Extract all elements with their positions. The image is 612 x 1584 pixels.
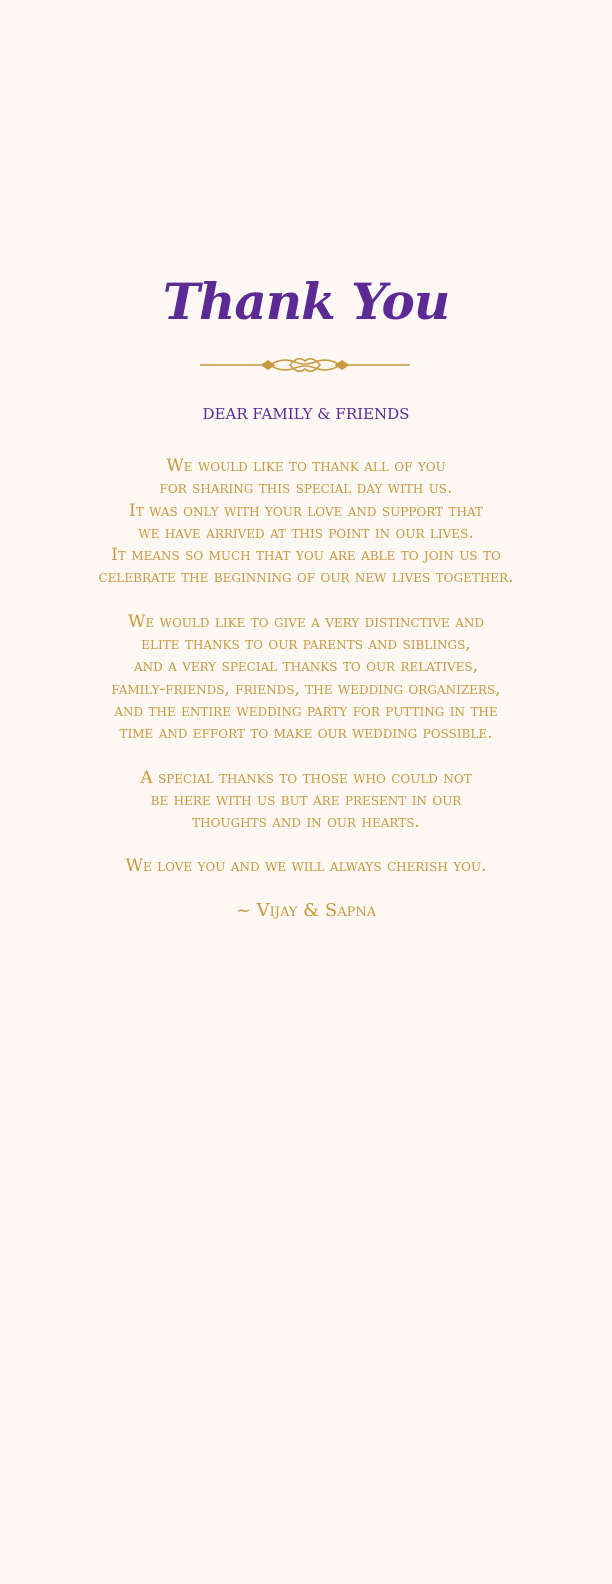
paragraph-thanks: We would like to thank all of you for sharing this special day with us. It was only with your love and support that we have arrived at this point in our lives. It means so much that you are able to join us to celebrate the beginning of our new lives together.	[98, 456, 514, 588]
paragraph-absent: A special thanks to those who could not be here with us but are present in our thoughts and in our hearts.	[140, 767, 472, 833]
salutation: DEAR FAMILY & FRIENDS	[202, 405, 410, 423]
paragraph-family: We would like to give a very distinctive and elite thanks to our parents and siblings, and a very special thanks to our relatives, family-friends, friends, the wedding organizers, and the entire wedding party for putting in the time and effort to make our wedding possible.	[111, 611, 501, 744]
flourish-divider-icon	[200, 352, 410, 378]
paragraph-love: We love you and we will always cherish you.	[125, 856, 487, 877]
card-title: Thank You	[162, 272, 450, 331]
signature: ~ Vijay & Sapna	[235, 899, 377, 921]
message-body	[24, 455, 588, 922]
